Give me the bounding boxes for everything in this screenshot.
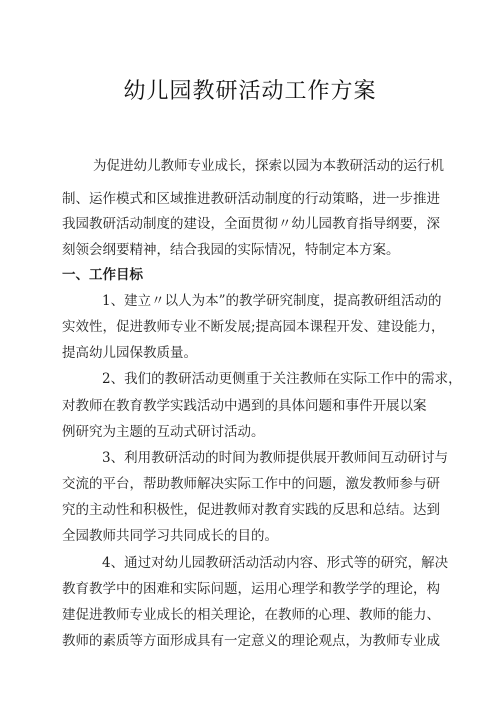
section-heading-goals: 一、工作目标 bbox=[62, 267, 143, 283]
item2-line-2: 对教师在教育教学实践活动中遇到的具体问题和事件开展以案 bbox=[62, 398, 427, 414]
item4-line-4: 教师的素质等方面形成具有一定意义的理论观点，为教师专业成 bbox=[62, 633, 440, 649]
item1-line-3: 提高幼儿园保教质量。 bbox=[62, 345, 197, 361]
item4-line-2: 教育教学中的困难和实际问题，运用心理学和教学学的理论，构 bbox=[62, 581, 440, 597]
item2-line-3: 例研究为主题的互动式研讨活动。 bbox=[62, 424, 265, 440]
item4-line-3: 建促进教师专业成长的相关理论，在教师的心理、教师的能力、 bbox=[62, 607, 440, 623]
item3-line-3: 究的主动性和积极性，促进教师对教育实践的反思和总结。达到 bbox=[62, 502, 440, 518]
intro-line-2: 制、运作模式和区域推进教研活动制度的行动策略，进一步推进 bbox=[62, 191, 440, 207]
item1-line-1: 1、建立〃以人为本”的教学研究制度，提高教研组活动的 bbox=[102, 293, 442, 309]
item3-line-1: 3、利用教研活动的时间为教师提供展开教师间互动研讨与 bbox=[102, 450, 449, 466]
item3-line-4: 全园教师共同学习共同成长的目的。 bbox=[62, 528, 278, 544]
item4-line-1: 4、通过对幼儿园教研活动活动内容、形式等的研究，解决 bbox=[102, 555, 449, 571]
intro-line-3: 我园教研活动制度的建设，全面贯彻〃幼儿园教育指导纲要，深 bbox=[62, 216, 440, 232]
item3-line-2: 交流的平台，帮助教师解决实际工作中的问题，激发教师参与研 bbox=[62, 476, 440, 492]
intro-line-4: 刻领会纲要精神，结合我园的实际情况，特制定本方案。 bbox=[62, 242, 400, 258]
item2-line-1: 2、我们的教研活动更侧重于关注教师在实际工作中的需求， bbox=[102, 371, 462, 387]
item1-line-2: 实效性，促进教师专业不断发展;提高园本课程开发、建设能力， bbox=[62, 319, 445, 335]
intro-line-1: 为促进幼儿教师专业成长，探索以园为本教研活动的运行机 bbox=[93, 158, 444, 174]
document-title: 幼儿园教研活动工作方案 bbox=[123, 79, 377, 104]
